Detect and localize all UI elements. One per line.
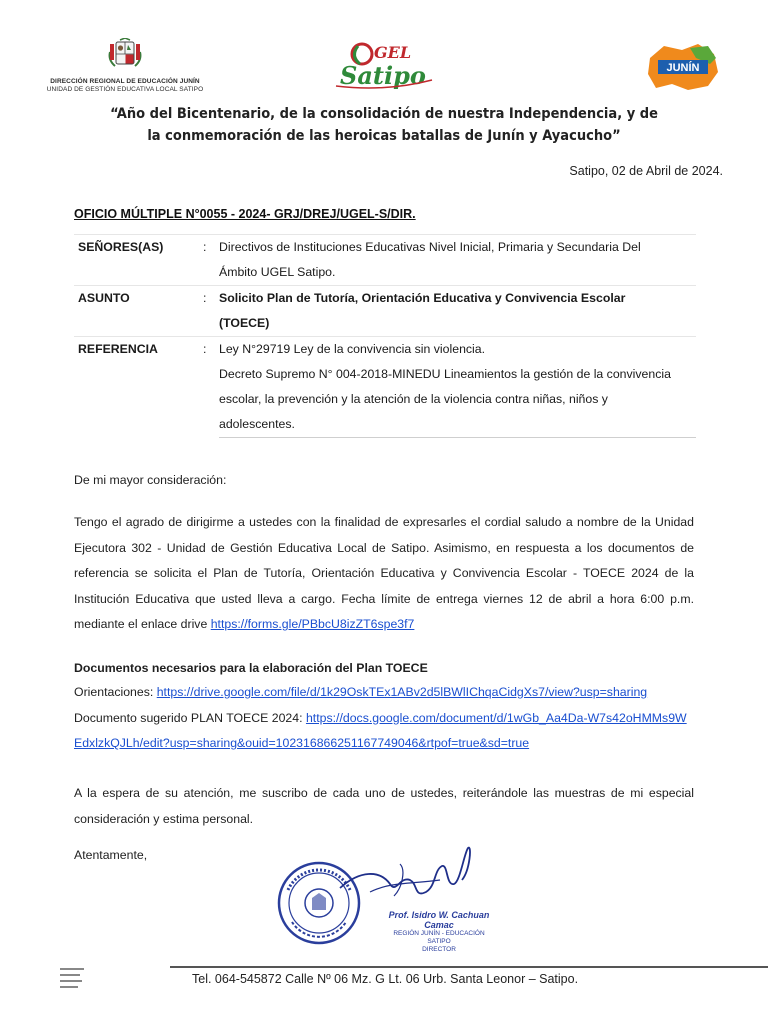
referencia-line-4: adolescentes.: [219, 417, 295, 431]
atentamente: Atentamente,: [74, 848, 148, 862]
referencia-line-3: escolar, la prevención y la atención de la violencia contra niñas, niños y: [219, 392, 608, 406]
ugel-satipo-logo: [322, 36, 442, 92]
oficio-number: OFICIO MÚLTIPLE N°0055 - 2024- GRJ/DREJ/UGEL-S/DIR.: [74, 207, 416, 221]
colon: :: [203, 235, 219, 286]
documents-list: [74, 680, 694, 757]
colon: :: [203, 337, 219, 438]
footer-reference-codes: [60, 966, 90, 994]
header-institution: [30, 38, 220, 94]
orientaciones-link[interactable]: https://drive.google.com/file/d/1k29OskTEx1ABv2d5lBWlIChqaCidgXs7/view?usp=sharing: [156, 685, 648, 699]
reference-table: [74, 234, 696, 438]
year-motto: [110, 103, 658, 147]
signer-role: REGIÓN JUNÍN - EDUCACIÓN SATIPO: [393, 930, 485, 945]
closing-paragraph: A la espera de su atención, me suscribo de cada uno de ustedes, reiterándole las muestras de mi especial consideración y estima personal.: [74, 786, 694, 826]
senores-row: [74, 235, 696, 286]
handwritten-signature: [330, 840, 480, 920]
footer-divider: [170, 966, 768, 968]
footer-address: Tel. 064-545872 Calle Nº 06 Mz. G Lt. 06 Urb. Santa Leonor – Satipo.: [192, 972, 579, 986]
senores-value: [219, 235, 696, 286]
forms-link[interactable]: https://forms.gle/PBbcU8izZT6spe3f7: [210, 617, 415, 631]
orientaciones-label: Orientaciones:: [74, 685, 154, 699]
signer-block: [384, 910, 494, 954]
referencia-line-2: Decreto Supremo N° 004-2018-MINEDU Lineamientos la gestión de la convivencia: [219, 367, 671, 381]
header-dre-text: DIRECCIÓN REGIONAL DE EDUCACIÓN JUNÍN: [50, 78, 200, 85]
body-paragraph: [74, 510, 694, 638]
peru-coat-of-arms-icon: [106, 38, 144, 74]
svg-text:GEL: GEL: [374, 43, 412, 62]
referencia-value: [219, 337, 696, 438]
letter-date: Satipo, 02 de Abril de 2024.: [569, 164, 723, 178]
body-text: Tengo el agrado de dirigirme a ustedes con la finalidad de expresarles el cordial saludo a nombre de la Unidad Ejecutora 302 - Unidad de Gestión Educativa Local de Satipo. Asimismo, en respuesta a los documentos de referencia se solicita el Plan de Tutoría, Orientación Educativa y Convivencia Escolar - TOECE 2024 de la Institución Educativa que usted lleva a cargo. Fecha límite de entrega viernes 12 de abril a hora 6:00 p.m. mediante el enlace drive: [74, 515, 694, 631]
motto-line-2: la conmemoración de las heroicas batallas de Junín y Ayacucho”: [147, 128, 621, 144]
greeting: De mi mayor consideración:: [74, 473, 227, 487]
colon: :: [203, 286, 219, 337]
region-junin-logo: [642, 40, 722, 96]
svg-text:JUNÍN: JUNÍN: [666, 62, 700, 74]
svg-text:Satipo: Satipo: [340, 61, 426, 90]
asunto-label: ASUNTO: [74, 286, 203, 337]
asunto-line-2: (TOECE): [219, 316, 270, 330]
signer-name: Prof. Isidro W. Cachuan Camac: [388, 910, 490, 930]
plan-link[interactable]: https://docs.google.com/document/d/1wGb_Aa4Da-W7s42oHMMs9WEdxlzkQJLh/edit?usp=sharing&ouid=102316866251167749046&rtpof=true&sd=true: [74, 710, 687, 750]
senores-line-1: Directivos de Instituciones Educativas Nivel Inicial, Primaria y Secundaria Del: [219, 240, 641, 254]
header-ugel-text: UNIDAD DE GESTIÓN EDUCATIVA LOCAL SATIPO: [46, 86, 204, 93]
asunto-line-1: Solicito Plan de Tutoría, Orientación Educativa y Convivencia Escolar: [219, 291, 626, 305]
footer-codes-icon: [60, 966, 90, 992]
asunto-value: [219, 286, 696, 337]
referencia-line-1: Ley N°29719 Ley de la convivencia sin violencia.: [219, 342, 486, 356]
senores-line-2: Ámbito UGEL Satipo.: [219, 265, 336, 279]
plan-label: Documento sugerido PLAN TOECE 2024:: [74, 710, 303, 725]
senores-label: SEÑORES(AS): [74, 235, 203, 286]
motto-line-1: “Año del Bicentenario, de la consolidación de nuestra Independencia, y de: [110, 106, 658, 122]
referencia-label: REFERENCIA: [74, 337, 203, 438]
signer-title: DIRECTOR: [422, 946, 456, 953]
documents-title: Documentos necesarios para la elaboración del Plan TOECE: [74, 661, 428, 675]
asunto-row: [74, 286, 696, 337]
orientaciones-item: [74, 680, 694, 706]
referencia-row: [74, 337, 696, 438]
plan-item: [74, 706, 694, 757]
